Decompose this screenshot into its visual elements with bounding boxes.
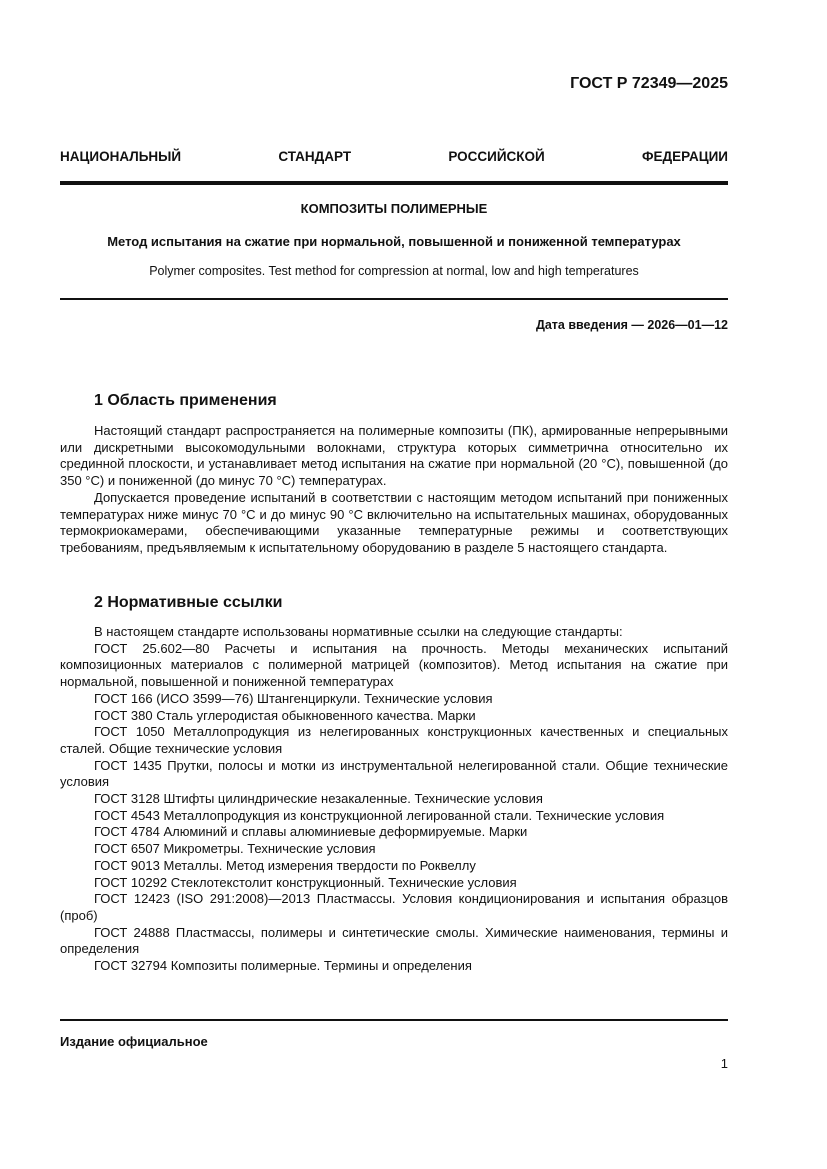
page-number: 1 <box>720 1056 728 1071</box>
paragraph: Допускается проведение испытаний в соответствии с настоящим методом испытаний при пониженных температурах ниже минус 70 °С и до минус 90 °С включительно на испытательных машинах, оборудованных термокриокамерами, обеспечивающими указанные температурные режимы и соответствующих требованиям, предъявляемым к испытательному оборудованию в разделе 5 настоящего стандарта. <box>60 489 728 555</box>
reference-item: ГОСТ 10292 Стеклотекстолит конструкционный. Технические условия <box>94 874 517 890</box>
reference-item: ГОСТ 32794 Композиты полимерные. Термины и определения <box>94 958 472 974</box>
standard-title: КОМПОЗИТЫ ПОЛИМЕРНЫЕ <box>300 201 488 216</box>
reference-item: ГОСТ 9013 Металлы. Метод измерения твердости по Роквеллу <box>94 857 476 873</box>
reference-item: ГОСТ 166 (ИСО 3599—76) Штангенциркули. Технические условия <box>94 690 493 706</box>
footer-rule <box>60 1019 728 1021</box>
section-2-body <box>60 624 728 975</box>
section-1-heading: 1 Область применения <box>94 392 277 409</box>
standard-subtitle: Метод испытания на сжатие при нормальной, повышенной и пониженной температурах <box>107 234 681 249</box>
reference-item: ГОСТ 4543 Металлопродукция из конструкционной легированной стали. Технические условия <box>94 807 665 823</box>
reference-item: ГОСТ 1050 Металлопродукция из нелегированных конструкционных качественных и специальных сталей. Общие технические условия <box>60 724 728 756</box>
section-2-heading: 2 Нормативные ссылки <box>94 594 283 611</box>
reference-item: ГОСТ 6507 Микрометры. Технические условия <box>94 841 376 857</box>
reference-item: ГОСТ 3128 Штифты цилиндрические незакаленные. Технические условия <box>94 791 543 807</box>
reference-item: ГОСТ 380 Сталь углеродистая обыкновенного качества. Марки <box>94 707 476 723</box>
standard-english-title: Polymer composites. Test method for compression at normal, low and high temperatures <box>149 264 639 278</box>
reference-item: ГОСТ 25.602—80 Расчеты и испытания на прочность. Методы механических испытаний композиционных материалов с полимерной матрицей (композитов). Метод испытания на сжатие при нормальной, повышенной и пониженной температурах <box>60 640 728 690</box>
reference-item: ГОСТ 12423 (ISO 291:2008)—2013 Пластмассы. Условия кондиционирования и испытания образцов (проб) <box>60 891 728 923</box>
reference-item: ГОСТ 1435 Прутки, полосы и мотки из инструментальной нелегированной стали. Общие технические условия <box>60 757 728 790</box>
section-1-body <box>60 423 728 557</box>
paragraph: Настоящий стандарт распространяется на полимерные композиты (ПК), армированные непрерывными или дискретными высокомодульными волокнами, структура которых симметрична относительно их срединной плоскости, и устанавливает метод испытания на сжатие при нормальной (20 °С), повышенной (до 350 °С) и пониженной (до минус 70 °С) температурах. <box>60 423 728 489</box>
national-standard-banner: НАЦИОНАЛЬНЫЙ СТАНДАРТ РОССИЙСКОЙ ФЕДЕРАЦИИ <box>60 149 728 164</box>
document-number: ГОСТ Р 72349—2025 <box>570 75 728 92</box>
header-rule <box>60 181 728 185</box>
reference-item: ГОСТ 4784 Алюминий и сплавы алюминиевые деформируемые. Марки <box>94 824 528 840</box>
official-edition-label: Издание официальное <box>60 1034 208 1049</box>
title-rule <box>60 298 728 300</box>
introduction-date: Дата введения — 2026—01—12 <box>535 318 728 332</box>
reference-item: ГОСТ 24888 Пластмассы, полимеры и синтетические смолы. Химические наименования, термины и определения <box>60 924 728 957</box>
paragraph: В настоящем стандарте использованы нормативные ссылки на следующие стандарты: <box>94 624 623 639</box>
